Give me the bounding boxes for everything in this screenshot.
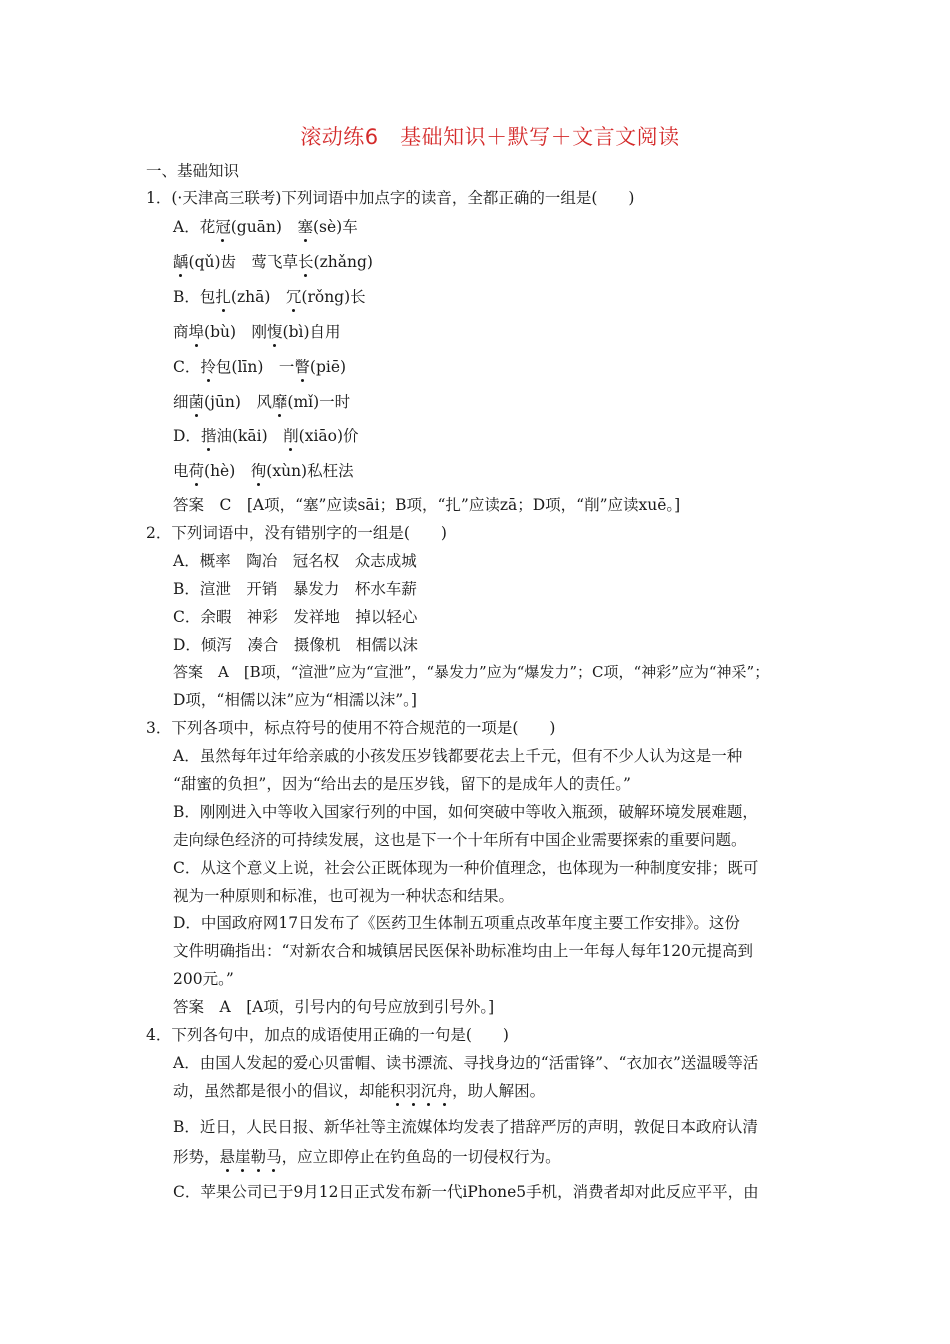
q1-answer: 答案 C [A项，“塞”应读sāi；B项，“扎”应读zā；D项，“削”应读xuē。] — [173, 496, 681, 514]
q1-option-c-line1: C．拎包(līn) 一瞥(piē) — [173, 358, 347, 376]
q1-option-a-line2: 龋(qǔ)齿 莺飞草长(zhǎng) — [173, 253, 373, 271]
q4-option-b-line2: 形势，悬崖勒马，应立即停止在钓鱼岛的一切侵权行为。 — [173, 1148, 561, 1166]
q3-option-b-line1: B．刚刚进入中等收入国家行列的中国，如何突破中等收入瓶颈，破解环境发展难题， — [173, 803, 758, 821]
q3-option-c-line1: C．从这个意义上说，社会公正既体现为一种价值理念，也体现为一种制度安排；既可 — [173, 859, 759, 877]
question-3-stem: 3．下列各项中，标点符号的使用不符合规范的一项是( ) — [146, 719, 556, 737]
q4-option-c-line1: C．苹果公司已于9月12日正式发布新一代iPhone5手机，消费者却对此反应平平，由 — [173, 1183, 759, 1201]
q4-option-a-line2: 动，虽然都是很小的倡议，却能积羽沉舟，助人解困。 — [173, 1082, 546, 1100]
q2-option-d: D．倾泻 凑合 摄像机 相儒以沫 — [173, 636, 418, 654]
q1-option-d-line2: 电荷(hè) 徇(xùn)私枉法 — [173, 462, 354, 480]
question-4-stem: 4．下列各句中，加点的成语使用正确的一句是( ) — [146, 1026, 509, 1044]
q3-answer: 答案 A [A项，引号内的句号应放到引号外。] — [173, 998, 495, 1016]
q4-option-b-line1: B．近日，人民日报、新华社等主流媒体均发表了措辞严厉的声明，敦促日本政府认清 — [173, 1118, 758, 1136]
q3-option-d-line1: D．中国政府网17日发布了《医药卫生体制五项重点改革年度主要工作安排》。这份 — [173, 914, 740, 932]
q2-option-b: B．渲泄 开销 暴发力 杯水车薪 — [173, 580, 417, 598]
q3-option-d-line3: 200元。” — [173, 970, 234, 988]
q3-option-d-line2: 文件明确指出：“对新农合和城镇居民医保补助标准均由上一年每人每年120元提高到 — [173, 942, 754, 960]
question-1-stem: 1．(·天津高三联考)下列词语中加点字的读音，全都正确的一组是( ) — [146, 189, 635, 207]
q4-option-a-line1: A．由国人发起的爱心贝雷帽、读书漂流、寻找身边的“活雷锋”、“衣加衣”送温暖等活 — [173, 1054, 759, 1072]
q1-option-c-line2: 细菌(jūn) 风靡(mǐ)一时 — [173, 393, 351, 411]
q3-option-c-line2: 视为一种原则和标准，也可视为一种状态和结果。 — [173, 887, 515, 905]
q1-option-a-line1: A．花冠(guān) 塞(sè)车 — [173, 218, 358, 236]
q1-option-d-line1: D．揩油(kāi) 削(xiāo)价 — [173, 427, 359, 445]
q2-option-a: A．概率 陶冶 冠名权 众志成城 — [173, 552, 417, 570]
section-heading: 一、基础知识 — [146, 162, 240, 180]
q2-option-c: C．余暇 神彩 发祥地 掉以轻心 — [173, 608, 418, 626]
q2-answer-line2: D项，“相儒以沫”应为“相濡以沫”。] — [173, 691, 417, 709]
q1-option-b-line2: 商埠(bù) 刚愎(bì)自用 — [173, 323, 341, 341]
q1-option-b-line1: B．包扎(zhā) 冗(rǒng)长 — [173, 288, 366, 306]
q2-answer-line1: 答案 A [B项，“渲泄”应为“宣泄”，“暴发力”应为“爆发力”；C项，“神彩”应为“神采”； — [173, 663, 770, 681]
q3-option-a-line2: “甜蜜的负担”，因为“给出去的是压岁钱，留下的是成年人的责任。” — [173, 775, 631, 793]
question-2-stem: 2．下列词语中，没有错别字的一组是( ) — [146, 524, 447, 542]
page-title: 滚动练6 基础知识＋默写＋文言文阅读 — [300, 125, 680, 149]
q3-option-a-line1: A．虽然每年过年给亲戚的小孩发压岁钱都要花去上千元，但有不少人认为这是一种 — [173, 747, 743, 765]
q3-option-b-line2: 走向绿色经济的可持续发展，这也是下一个十年所有中国企业需要探索的重要问题。 — [173, 831, 747, 849]
